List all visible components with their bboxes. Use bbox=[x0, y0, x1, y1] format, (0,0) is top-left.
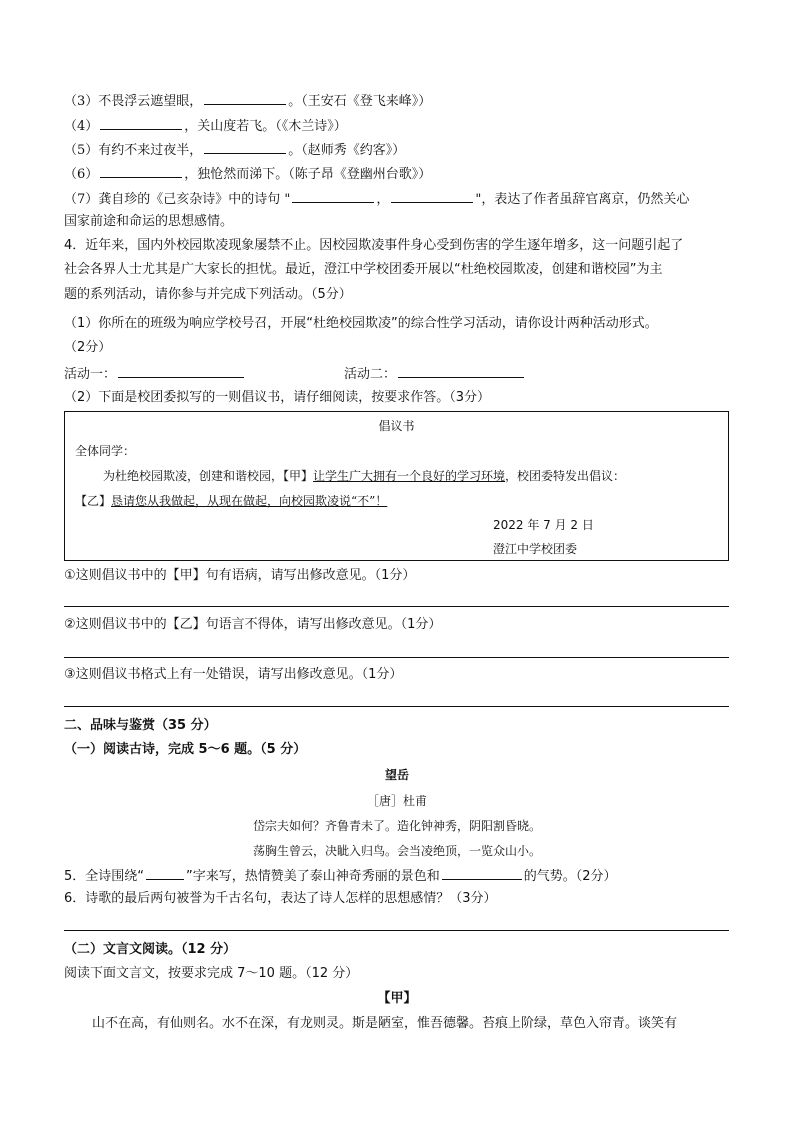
q4-intro: 题的系列活动，请你参与并完成下列活动。（5分） bbox=[64, 287, 352, 302]
q6: 6．诗歌的最后两句被誉为千古名句，表达了诗人怎样的思想感情？（3分） bbox=[64, 891, 497, 906]
answer-blank[interactable] bbox=[204, 92, 286, 105]
sentence-jia: 让学生广大拥有一个良好的学习环境 bbox=[313, 469, 506, 483]
q4-question-a: ①这则倡议书中的【甲】句有语病，请写出修改意见。（1分） bbox=[64, 568, 416, 583]
text: （7）龚自珍的《己亥杂诗》中的诗句 " bbox=[64, 192, 291, 207]
answer-line[interactable] bbox=[64, 606, 729, 607]
activity-two-blank[interactable] bbox=[398, 365, 524, 378]
text: （3）不畏浮云遮望眼， bbox=[64, 94, 203, 109]
text: （4） bbox=[64, 119, 99, 134]
letter-title: 倡议书 bbox=[378, 419, 415, 433]
letter-body-2 bbox=[75, 493, 387, 509]
answer-line[interactable] bbox=[64, 930, 729, 931]
proposal-letter-box bbox=[64, 411, 729, 561]
answer-blank[interactable] bbox=[391, 190, 473, 203]
text-label-jia: 【甲】 bbox=[377, 991, 417, 1006]
letter-signer: 澄江中学校团委 bbox=[493, 542, 578, 556]
activity-one-label: 活动一： bbox=[64, 367, 117, 382]
answer-line[interactable] bbox=[64, 657, 729, 658]
text: ，关山度若飞。（《木兰诗》） bbox=[184, 119, 347, 134]
poem-line: 荡胸生曾云，决眦入归鸟。会当凌绝顶，一览众山小。 bbox=[252, 844, 541, 858]
poem-title: 望岳 bbox=[384, 768, 409, 782]
activity-row bbox=[64, 365, 246, 383]
q4-question-c: ③这则倡议书格式上有一处错误，请写出修改意见。（1分） bbox=[64, 667, 403, 682]
fill-line-6 bbox=[64, 165, 431, 183]
text: ，校团委特发出倡议： bbox=[505, 469, 626, 483]
q4-intro: 社会各界人士尤其是广大家长的担忧。最近，澄江中学校团委开展以“杜绝校园欺凌，创建和谐校园”为主 bbox=[64, 262, 663, 277]
q4-intro: 4．近年来，国内外校园欺凌现象屡禁不止。因校园欺凌事件身心受到伤害的学生逐年增多，这一问题引起了 bbox=[64, 238, 684, 253]
text: （6） bbox=[64, 167, 99, 182]
classical-text: 山不在高，有仙则名。水不在深，有龙则灵。斯是陋室，惟吾德馨。苔痕上阶绿，草色入帘青。谈笑有 bbox=[92, 1016, 678, 1031]
text: 。（赵师秀《约客》） bbox=[288, 143, 406, 158]
part-heading: （二）文言文阅读。（12 分） bbox=[64, 942, 237, 957]
text: 为杜绝校园欺凌，创建和谐校园，【甲】 bbox=[103, 469, 314, 483]
answer-blank[interactable] bbox=[100, 165, 182, 178]
fill-line-5 bbox=[64, 141, 405, 159]
activity-row-2 bbox=[344, 365, 526, 383]
answer-blank[interactable] bbox=[442, 867, 522, 880]
sentence-yi: 恳请您从我做起，从现在做起，向校园欺凌说“不”！ bbox=[111, 494, 388, 508]
fill-line-4 bbox=[64, 117, 347, 135]
letter-salutation: 全体同学： bbox=[75, 444, 136, 458]
q4-sub1-score: （2分） bbox=[64, 340, 112, 355]
poem-author: ［唐］杜甫 bbox=[366, 794, 427, 808]
fill-line-7 bbox=[64, 190, 689, 208]
poem-line: 岱宗夫如何？齐鲁青未了。造化钟神秀，阴阳割昏晓。 bbox=[252, 819, 541, 833]
text: "，表达了作者虽辞官离京，仍然关心 bbox=[475, 192, 690, 207]
text: 【乙】 bbox=[75, 494, 112, 508]
q5 bbox=[64, 867, 617, 885]
q4-sub1: （1）你所在的班级为响应学校号召，开展“杜绝校园欺凌”的综合性学习活动，请你设计两种活动形式。 bbox=[64, 316, 658, 331]
part-heading: （一）阅读古诗，完成 5～6 题。（5 分） bbox=[64, 742, 307, 757]
answer-blank[interactable] bbox=[292, 190, 374, 203]
answer-blank[interactable] bbox=[204, 141, 286, 154]
text: ”字来写，热情赞美了泰山神奇秀丽的景色和 bbox=[186, 869, 440, 884]
activity-two-label: 活动二： bbox=[344, 367, 397, 382]
text: ，独怆然而涕下。（陈子昂《登幽州台歌》） bbox=[184, 167, 432, 182]
text: 的气势。（2分） bbox=[523, 869, 617, 884]
q4-question-b: ②这则倡议书中的【乙】句语言不得体，请写出修改意见。（1分） bbox=[64, 617, 442, 632]
section-heading: 二、品味与鉴赏（35 分） bbox=[64, 718, 217, 733]
letter-date: 2022 年 7 月 2 日 bbox=[493, 518, 594, 532]
answer-line[interactable] bbox=[64, 706, 729, 707]
part-intro: 阅读下面文言文，按要求完成 7～10 题。（12 分） bbox=[64, 966, 359, 981]
q4-sub2: （2）下面是校团委拟写的一则倡议书，请仔细阅读，按要求作答。（3分） bbox=[64, 390, 491, 405]
letter-body-1 bbox=[103, 468, 625, 484]
fill-line-3 bbox=[64, 92, 431, 110]
activity-one-blank[interactable] bbox=[118, 365, 244, 378]
text: 。（王安石《登飞来峰》） bbox=[288, 94, 432, 109]
answer-blank[interactable] bbox=[146, 867, 184, 880]
text: ， bbox=[376, 192, 390, 207]
fill-line-7-cont: 国家前途和命运的思想感情。 bbox=[64, 214, 234, 229]
text: （5）有约不来过夜半， bbox=[64, 143, 203, 158]
text: 5．全诗围绕“ bbox=[64, 869, 145, 884]
answer-blank[interactable] bbox=[100, 117, 182, 130]
